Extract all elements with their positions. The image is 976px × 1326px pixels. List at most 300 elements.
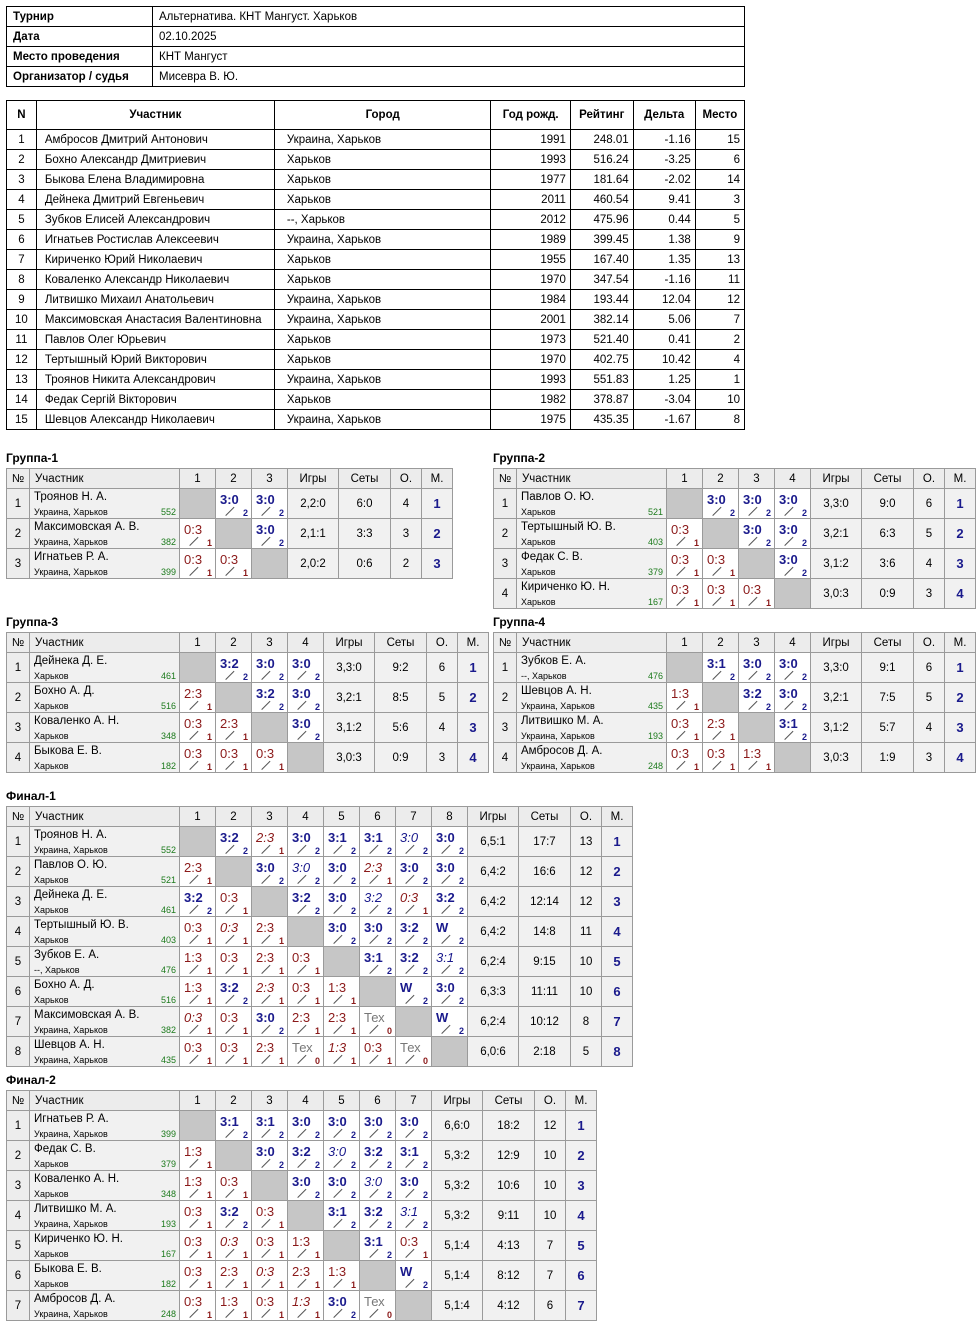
- match-score: 3:2: [364, 890, 383, 905]
- match-points: 2: [729, 508, 735, 518]
- participant-row: [7, 250, 745, 270]
- row-number: 2: [494, 519, 517, 549]
- points-value: 6: [427, 653, 458, 683]
- match-points: 1: [242, 762, 248, 772]
- match-score: 0:3: [400, 1234, 419, 1249]
- match-cell: [288, 887, 324, 917]
- row-number: 4: [7, 1201, 30, 1231]
- sets-value: 12:14: [519, 887, 571, 917]
- player-name: Быкова Е. В.: [34, 1263, 102, 1275]
- player-name: Амбросов Д. А.: [34, 1293, 116, 1305]
- match-cell: [324, 1261, 360, 1291]
- group-header-row: [7, 633, 489, 653]
- col-points: О.: [914, 469, 945, 489]
- match-cell: [288, 1141, 324, 1171]
- score-divider: [189, 1249, 198, 1258]
- match-points: 2: [386, 846, 392, 856]
- player-cell: [517, 653, 667, 683]
- score-divider: [225, 905, 234, 914]
- score-divider: [748, 597, 757, 606]
- match-cell: [324, 1171, 360, 1201]
- group-row: [7, 947, 633, 977]
- match-cell: [252, 857, 288, 887]
- participant-row: [7, 370, 745, 390]
- match-cell: [180, 743, 216, 773]
- self-cell: [288, 743, 324, 773]
- place-value: 5: [566, 1231, 597, 1261]
- match-points: 1: [693, 538, 699, 548]
- group-title: Группа-2: [493, 451, 546, 465]
- participants-header: Участник: [36, 101, 274, 130]
- participant-cell: Амбросов Дмитрий Антонович: [36, 130, 274, 150]
- match-points: 2: [422, 966, 428, 976]
- match-cell: [703, 579, 739, 609]
- match-points: 2: [350, 936, 356, 946]
- score-divider: [712, 507, 721, 516]
- match-score: 3:0: [328, 890, 347, 905]
- participant-cell: Харьков: [274, 390, 491, 410]
- match-score: 3:2: [743, 686, 762, 701]
- sets-value: 9:0: [862, 489, 914, 519]
- match-cell: [396, 1231, 432, 1261]
- match-cell: [396, 827, 432, 857]
- match-cell: [360, 947, 396, 977]
- match-points: 2: [314, 876, 320, 886]
- score-divider: [297, 965, 306, 974]
- points-value: 6: [535, 1291, 566, 1321]
- match-score: 3:0: [707, 492, 726, 507]
- match-points: 2: [314, 1160, 320, 1170]
- match-cell: [180, 1261, 216, 1291]
- score-divider: [189, 1189, 198, 1198]
- score-divider: [369, 935, 378, 944]
- match-score: 3:0: [256, 1010, 275, 1025]
- group-row: [7, 1171, 597, 1201]
- match-points: 1: [693, 732, 699, 742]
- col-player: Участник: [517, 469, 667, 489]
- match-score: 3:0: [328, 1144, 347, 1159]
- score-divider: [261, 965, 270, 974]
- score-divider: [225, 1055, 234, 1064]
- match-score: 3:2: [184, 890, 203, 905]
- participant-cell: 1975: [491, 410, 570, 430]
- player-name: Дейнека Д. Е.: [34, 889, 108, 901]
- info-row: [7, 27, 745, 47]
- match-score: 3:2: [400, 950, 419, 965]
- col-opponent: 8: [432, 807, 468, 827]
- self-cell: [432, 1037, 468, 1067]
- score-divider: [297, 1159, 306, 1168]
- col-opponent: 3: [739, 633, 775, 653]
- match-cell: [288, 653, 324, 683]
- match-cell: [396, 1141, 432, 1171]
- match-points: 2: [422, 936, 428, 946]
- place-value: 2: [566, 1141, 597, 1171]
- player-city: Харьков: [34, 701, 69, 711]
- score-divider: [405, 935, 414, 944]
- match-points: 1: [242, 732, 248, 742]
- player-city: Украина, Харьков: [34, 845, 108, 855]
- points-value: 3: [914, 579, 945, 609]
- participant-cell: Зубков Елисей Александрович: [36, 210, 274, 230]
- row-number: 3: [494, 713, 517, 743]
- games-value: 3,3:0: [324, 653, 375, 683]
- match-points: 2: [765, 508, 771, 518]
- col-games: Игры: [811, 469, 862, 489]
- place-value: 4: [458, 743, 489, 773]
- match-points: 1: [206, 1280, 212, 1290]
- sets-value: 9:15: [519, 947, 571, 977]
- score-divider: [369, 1189, 378, 1198]
- place-value: 7: [602, 1007, 633, 1037]
- match-score: 3:0: [364, 1174, 383, 1189]
- self-cell: [180, 489, 216, 519]
- match-points: 1: [314, 1310, 320, 1320]
- player-city: Украина, Харьков: [34, 1055, 108, 1065]
- score-divider: [189, 875, 198, 884]
- participant-cell: Дейнека Дмитрий Евгеньевич: [36, 190, 274, 210]
- match-cell: [324, 827, 360, 857]
- match-score: 2:3: [256, 950, 275, 965]
- score-divider: [189, 537, 198, 546]
- tournament-info-table: [6, 6, 745, 87]
- group-header-row: [7, 807, 633, 827]
- match-points: 2: [242, 1220, 248, 1230]
- place-value: 3: [945, 713, 976, 743]
- group-title: Группа-4: [493, 615, 546, 629]
- player-cell: [30, 549, 180, 579]
- group-row: [7, 1111, 597, 1141]
- match-points: 1: [206, 1190, 212, 1200]
- player-cell: [517, 519, 667, 549]
- participant-cell: 1970: [491, 350, 570, 370]
- player-city: Харьков: [34, 875, 69, 885]
- match-points: 2: [314, 702, 320, 712]
- match-points: 1: [242, 1026, 248, 1036]
- match-points: 2: [386, 1130, 392, 1140]
- match-cell: [667, 743, 703, 773]
- participant-cell: Максимовская Анастасия Валентиновна: [36, 310, 274, 330]
- player-name: Литвишко М. А.: [521, 715, 604, 727]
- place-value: 4: [566, 1201, 597, 1231]
- games-value: 3,0:3: [811, 743, 862, 773]
- participant-cell: 3: [695, 190, 744, 210]
- group-row: [494, 743, 976, 773]
- participant-cell: 11: [695, 270, 744, 290]
- self-cell: [216, 519, 252, 549]
- participant-row: [7, 390, 745, 410]
- match-points: 1: [242, 1190, 248, 1200]
- match-score: 0:3: [184, 1204, 203, 1219]
- match-points: 1: [206, 538, 212, 548]
- match-cell: [324, 1007, 360, 1037]
- participant-cell: Украина, Харьков: [274, 130, 491, 150]
- place-value: 1: [945, 489, 976, 519]
- match-cell: [180, 1037, 216, 1067]
- match-score: 0:3: [220, 552, 239, 567]
- match-cell: [288, 1007, 324, 1037]
- player-city: Харьков: [34, 935, 69, 945]
- player-city: Харьков: [34, 905, 69, 915]
- match-points: 2: [386, 1220, 392, 1230]
- match-score: 3:2: [256, 686, 275, 701]
- score-divider: [333, 1309, 342, 1318]
- points-value: 13: [571, 827, 602, 857]
- score-divider: [784, 731, 793, 740]
- col-sets: Сеты: [862, 469, 914, 489]
- player-city: Украина, Харьков: [521, 701, 595, 711]
- match-score: 0:3: [220, 920, 239, 935]
- participant-row: [7, 410, 745, 430]
- participant-cell: 2001: [491, 310, 570, 330]
- match-score: 3:0: [779, 522, 798, 537]
- player-name: Павлов О. Ю.: [521, 491, 595, 503]
- row-number: 3: [7, 887, 30, 917]
- group-row: [7, 857, 633, 887]
- match-cell: [180, 947, 216, 977]
- match-points: 1: [206, 702, 212, 712]
- points-value: 5: [914, 683, 945, 713]
- participant-cell: 1982: [491, 390, 570, 410]
- participant-cell: -1.16: [633, 270, 695, 290]
- row-number: 4: [494, 743, 517, 773]
- match-points: 2: [386, 966, 392, 976]
- player-cell: [30, 857, 180, 887]
- score-divider: [748, 761, 757, 770]
- col-opponent: 1: [180, 633, 216, 653]
- self-cell: [360, 977, 396, 1007]
- participant-row: [7, 190, 745, 210]
- match-points: 2: [422, 1130, 428, 1140]
- score-divider: [405, 1129, 414, 1138]
- group-row: [7, 917, 633, 947]
- match-points: 2: [422, 876, 428, 886]
- group-row: [7, 1291, 597, 1321]
- col-opponent: 3: [252, 1091, 288, 1111]
- match-score: 3:1: [328, 830, 347, 845]
- match-cell: [396, 857, 432, 887]
- match-score: 3:2: [292, 890, 311, 905]
- participant-cell: Кириченко Юрий Николаевич: [36, 250, 274, 270]
- score-divider: [333, 1279, 342, 1288]
- player-rating: 476: [160, 965, 176, 975]
- col-games: Игры: [432, 1091, 483, 1111]
- player-cell: [30, 1291, 180, 1321]
- match-score: 3:2: [220, 830, 239, 845]
- info-value: Мисевра В. Ю.: [153, 67, 745, 87]
- player-rating: 461: [160, 905, 176, 915]
- match-cell: [180, 549, 216, 579]
- player-cell: [517, 713, 667, 743]
- match-cell: [703, 549, 739, 579]
- match-score: 1:3: [292, 1234, 311, 1249]
- points-value: 4: [427, 713, 458, 743]
- games-value: 6,4:2: [468, 887, 519, 917]
- col-points: О.: [391, 469, 422, 489]
- sets-value: 4:12: [483, 1291, 535, 1321]
- match-score: 0:3: [743, 582, 762, 597]
- participant-cell: 14: [7, 390, 37, 410]
- row-number: 2: [494, 683, 517, 713]
- match-points: 2: [278, 1130, 284, 1140]
- participant-cell: Украина, Харьков: [274, 370, 491, 390]
- participant-row: [7, 270, 745, 290]
- match-score: 0:3: [256, 1294, 275, 1309]
- score-divider: [297, 1249, 306, 1258]
- match-score: 3:0: [779, 552, 798, 567]
- player-city: Харьков: [521, 507, 556, 517]
- col-opponent: 1: [180, 469, 216, 489]
- match-score: 0:3: [220, 890, 239, 905]
- player-rating: 399: [160, 1129, 176, 1139]
- match-score: 3:0: [400, 1174, 419, 1189]
- score-divider: [297, 905, 306, 914]
- player-cell: [30, 887, 180, 917]
- match-cell: [216, 1261, 252, 1291]
- participant-cell: --, Харьков: [274, 210, 491, 230]
- col-opponent: 3: [739, 469, 775, 489]
- games-value: 6,2:4: [468, 947, 519, 977]
- score-divider: [189, 1279, 198, 1288]
- match-cell: [216, 743, 252, 773]
- score-divider: [333, 995, 342, 1004]
- participant-cell: 4: [7, 190, 37, 210]
- match-points: 2: [314, 906, 320, 916]
- player-name: Дейнека Д. Е.: [34, 655, 108, 667]
- match-points: 2: [386, 1250, 392, 1260]
- col-games: Игры: [811, 633, 862, 653]
- match-points: 2: [350, 1190, 356, 1200]
- score-divider: [712, 567, 721, 576]
- match-score: 3:1: [256, 1114, 275, 1129]
- match-cell: [324, 1111, 360, 1141]
- player-rating: 248: [160, 1309, 176, 1319]
- row-number: 1: [7, 653, 30, 683]
- row-number: 3: [7, 713, 30, 743]
- score-divider: [333, 1219, 342, 1228]
- player-name: Зубков Е. А.: [34, 949, 100, 961]
- score-divider: [369, 1219, 378, 1228]
- player-rating: 167: [647, 597, 663, 607]
- match-cell: [667, 519, 703, 549]
- games-value: 3,2:1: [811, 519, 862, 549]
- score-divider: [333, 935, 342, 944]
- match-score: 3:0: [328, 1114, 347, 1129]
- score-divider: [297, 1279, 306, 1288]
- participant-cell: 181.64: [570, 170, 633, 190]
- match-score: 3:1: [220, 1114, 239, 1129]
- score-divider: [225, 1219, 234, 1228]
- participant-cell: 378.87: [570, 390, 633, 410]
- match-points: 1: [350, 1056, 356, 1066]
- match-score: 2:3: [707, 716, 726, 731]
- participant-cell: 11: [7, 330, 37, 350]
- col-num: №: [7, 807, 30, 827]
- participant-row: [7, 150, 745, 170]
- score-divider: [225, 1189, 234, 1198]
- participant-cell: 460.54: [570, 190, 633, 210]
- match-score: 3:0: [328, 860, 347, 875]
- match-points: 2: [801, 732, 807, 742]
- score-divider: [189, 567, 198, 576]
- participant-cell: -3.04: [633, 390, 695, 410]
- match-score: 0:3: [256, 1234, 275, 1249]
- row-number: 1: [7, 827, 30, 857]
- match-cell: [180, 1231, 216, 1261]
- score-divider: [369, 1159, 378, 1168]
- participant-cell: Харьков: [274, 270, 491, 290]
- participant-cell: Украина, Харьков: [274, 290, 491, 310]
- match-points: 2: [801, 702, 807, 712]
- participant-cell: 0.44: [633, 210, 695, 230]
- place-value: 7: [566, 1291, 597, 1321]
- score-divider: [189, 1219, 198, 1228]
- match-points: 2: [278, 702, 284, 712]
- games-value: 3,0:3: [324, 743, 375, 773]
- sets-value: 14:8: [519, 917, 571, 947]
- score-divider: [712, 597, 721, 606]
- match-points: 1: [314, 966, 320, 976]
- info-key: Организатор / судья: [7, 67, 153, 87]
- participant-cell: Харьков: [274, 330, 491, 350]
- games-value: 6,0:6: [468, 1037, 519, 1067]
- match-score: 2:3: [256, 920, 275, 935]
- match-score: 2:3: [184, 860, 203, 875]
- player-name: Троянов Н. А.: [34, 491, 108, 503]
- participant-cell: 0.41: [633, 330, 695, 350]
- row-number: 4: [7, 743, 30, 773]
- match-points: 2: [422, 1280, 428, 1290]
- col-player: Участник: [30, 633, 180, 653]
- player-rating: 476: [647, 671, 663, 681]
- match-points: 2: [278, 876, 284, 886]
- sets-value: 9:1: [862, 653, 914, 683]
- match-points: 2: [206, 906, 212, 916]
- score-divider: [297, 1189, 306, 1198]
- sets-value: 3:3: [339, 519, 391, 549]
- participant-cell: 1993: [491, 150, 570, 170]
- player-rating: 379: [647, 567, 663, 577]
- score-divider: [225, 935, 234, 944]
- match-cell: [252, 1037, 288, 1067]
- match-cell: [360, 1141, 396, 1171]
- player-rating: 382: [160, 537, 176, 547]
- match-points: 1: [242, 1250, 248, 1260]
- player-name: Амбросов Д. А.: [521, 745, 603, 757]
- self-cell: [288, 1201, 324, 1231]
- match-score: 3:0: [292, 716, 311, 731]
- match-cell: [216, 827, 252, 857]
- match-points: 1: [314, 1026, 320, 1036]
- participant-cell: 1: [7, 130, 37, 150]
- player-city: Харьков: [34, 1159, 69, 1169]
- player-name: Тертышный Ю. В.: [34, 919, 129, 931]
- player-cell: [30, 743, 180, 773]
- match-points: 2: [350, 906, 356, 916]
- match-points: 2: [278, 1160, 284, 1170]
- match-cell: [775, 519, 811, 549]
- info-row: [7, 67, 745, 87]
- group-table: [6, 806, 633, 1067]
- match-score: 3:0: [328, 920, 347, 935]
- participant-row: [7, 350, 745, 370]
- match-score: 3:2: [292, 1144, 311, 1159]
- row-number: 2: [7, 519, 30, 549]
- player-name: Федак С. В.: [34, 1143, 96, 1155]
- match-score: 0:3: [400, 890, 419, 905]
- match-points: 1: [206, 876, 212, 886]
- col-points: О.: [571, 807, 602, 827]
